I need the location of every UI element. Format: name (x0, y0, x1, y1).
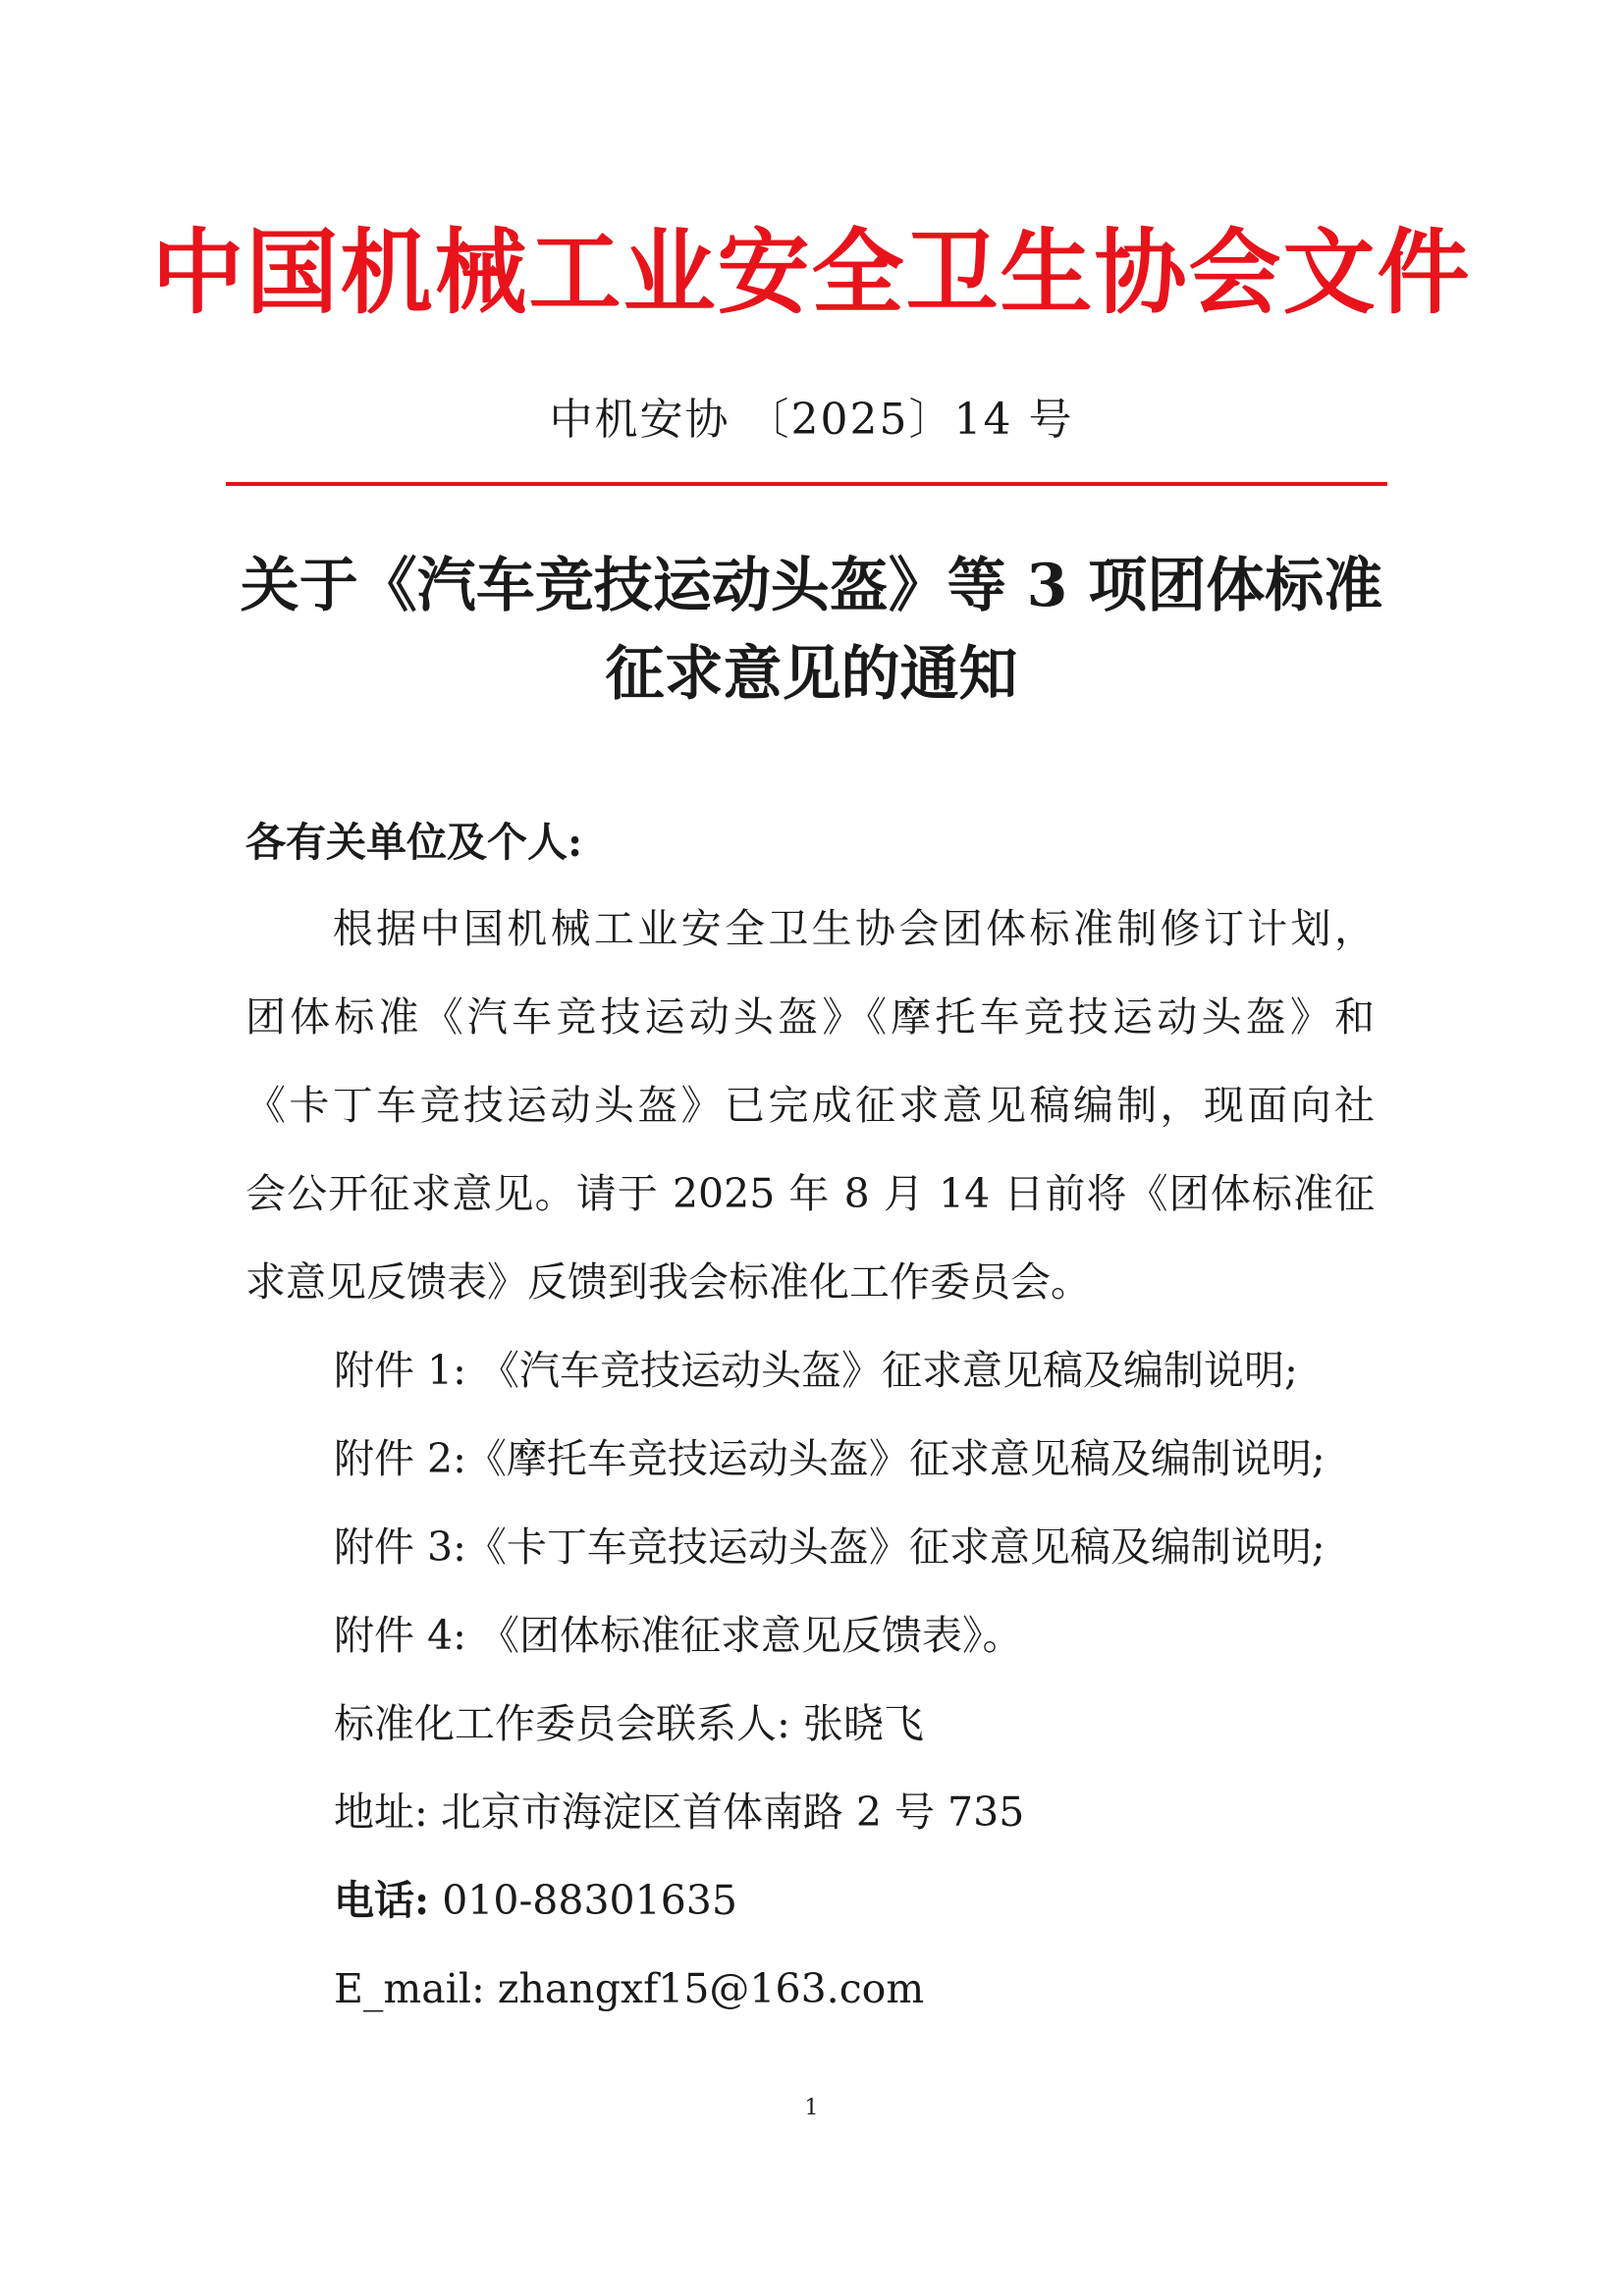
notice-title-line-2: 征求意见的通知 (605, 640, 1018, 709)
contact-phone (334, 1873, 737, 1928)
notice-title-line-1: 关于《汽车竞技运动头盔》等 3 项团体标准 (240, 552, 1383, 620)
contact-email-label: E_mail: (334, 1965, 485, 2012)
attachment-item: 附件 4: 《团体标准征求意见反馈表》。 (334, 1612, 1023, 1659)
paragraph-line: 求意见反馈表》反馈到我会标准化工作委员会。 (245, 1258, 1091, 1306)
contact-phone-label: 电话: (334, 1877, 430, 1924)
page-number: 1 (804, 2096, 819, 2120)
contact-address-value: 北京市海淀区首体南路 2 号 735 (440, 1789, 1025, 1836)
contact-email-value: zhangxf15@163.com (497, 1965, 925, 2012)
contact-address (334, 1785, 1024, 1840)
masthead-title: 中国机械工业安全卫生协会文件 (151, 219, 1472, 327)
paragraph-line: 《卡丁车竞技运动头盔》已完成征求意见稿编制，现面向社 (245, 1082, 1375, 1129)
salutation: 各有关单位及个人: (245, 819, 583, 866)
contact-person (334, 1696, 924, 1751)
paragraph-line: 根据中国机械工业安全卫生协会团体标准制修订计划， (245, 905, 1375, 952)
paragraph-line: 团体标准《汽车竞技运动头盔》《摩托车竞技运动头盔》和 (245, 993, 1375, 1041)
contact-email (334, 1961, 924, 2016)
contact-phone-value: 010-88301635 (442, 1877, 737, 1924)
contact-person-value: 张晓飞 (802, 1700, 924, 1747)
contact-address-label: 地址: (334, 1789, 428, 1836)
document-number: 中机安协 〔2025〕14 号 (549, 395, 1074, 445)
paragraph-line: 会公开征求意见。请于 2025 年 8 月 14 日前将《团体标准征 (245, 1170, 1375, 1217)
attachment-item: 附件 2:《摩托车竞技运动头盔》征求意见稿及编制说明; (334, 1435, 1325, 1482)
contact-person-label: 标准化工作委员会联系人: (334, 1700, 790, 1747)
attachment-item: 附件 3:《卡丁车竞技运动头盔》征求意见稿及编制说明; (334, 1523, 1325, 1571)
attachment-item: 附件 1: 《汽车竞技运动头盔》征求意见稿及编制说明; (334, 1347, 1298, 1394)
red-divider-line (226, 482, 1387, 486)
